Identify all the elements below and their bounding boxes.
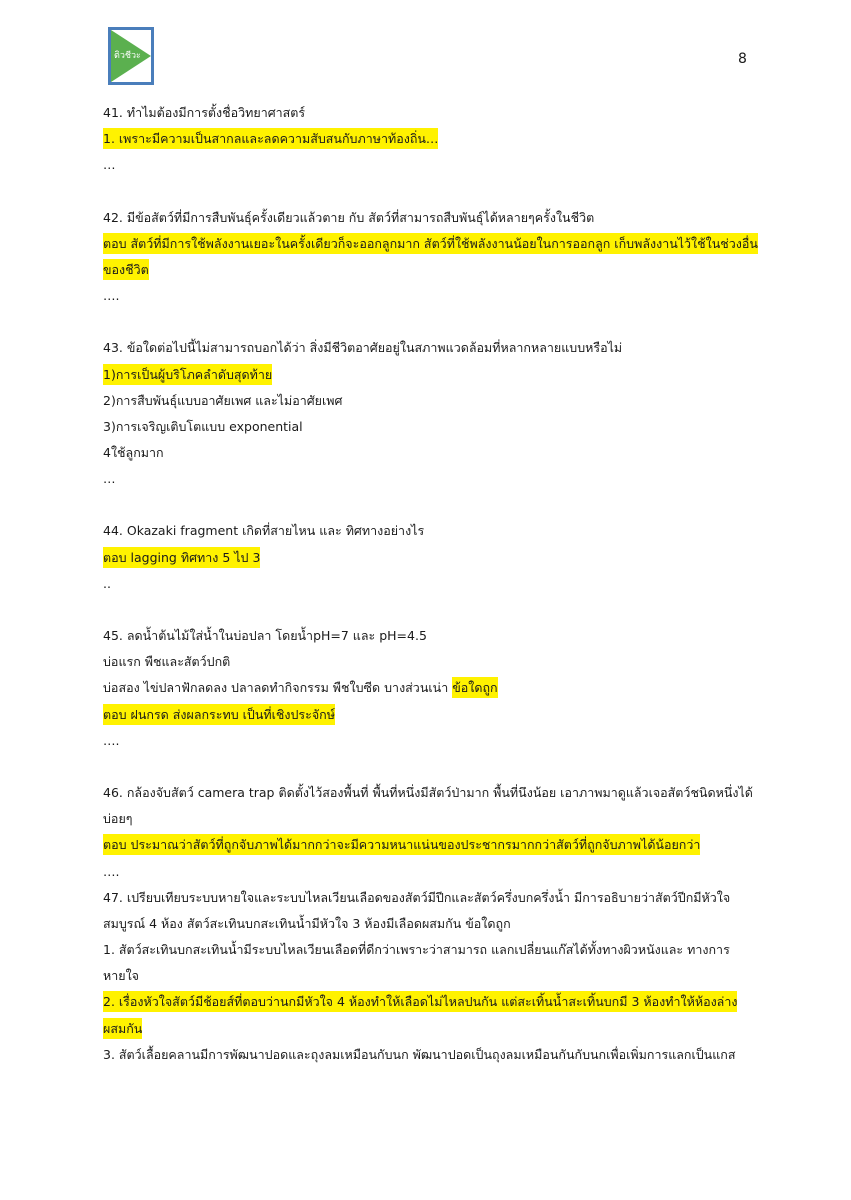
q43-answer: 1)การเป็นผู้บริโภคลำดับสุดท้าย bbox=[103, 364, 272, 385]
q43-option4: 4ใช้ลูกมาก bbox=[103, 445, 164, 461]
q45-ellipsis: …. bbox=[103, 732, 120, 748]
q45-pond2: บ่อสอง ไข่ปลาฟักลดลง ปลาลดทำกิจกรรม พืชใบซีด บางส่วนเน่า bbox=[103, 680, 449, 696]
q47-option3: 3. สัตว์เลื้อยคลานมีการพัฒนาปอดและถุงลมเหมือนกับนก พัฒนาปอดเป็นถุงลมเหมือนกันกับนกเพื่อเพิ่มการแลกเป็นแกส bbox=[103, 1046, 736, 1062]
q42-ellipsis: …. bbox=[103, 288, 120, 304]
q43-option3: 3)การเจริญเติบโตแบบ exponential bbox=[103, 418, 303, 434]
q47-answer-line2: ผสมกัน bbox=[103, 1018, 142, 1039]
q45-pond2-highlight: ข้อใดถูก bbox=[452, 677, 497, 698]
q41-answer: 1. เพราะมีความเป็นสากลและลดความสับสนกับภาษาท้องถิ่น… bbox=[103, 128, 438, 149]
q41-ellipsis: … bbox=[103, 157, 116, 173]
q45-pond1: บ่อแรก พืชและสัตว์ปกติ bbox=[103, 654, 231, 670]
q43-ellipsis: … bbox=[103, 471, 116, 487]
q44-answer: ตอบ lagging ทิศทาง 5 ไป 3 bbox=[103, 547, 260, 568]
q44-question: 44. Okazaki fragment เกิดที่สายไหน และ ทิศทางอย่างไร bbox=[103, 523, 425, 539]
q43-question: 43. ข้อใดต่อไปนี้ไม่สามารถบอกได้ว่า สิ่งมีชีวิตอาศัยอยู่ในสภาพแวดล้อมที่หลากหลายแบบหรือไม่ bbox=[103, 340, 623, 356]
q47-question-line1: 47. เปรียบเทียบระบบหายใจและระบบไหลเวียนเลือดของสัตว์มีปีกและสัตว์ครึ่งบกครึ่งน้ำ มีการอธิบายว่าสัตว์ปีกมีหัวใจ bbox=[103, 889, 731, 905]
q46-question-line1: 46. กล้องจับสัตว์ camera trap ติดตั้งไว้สองพื้นที่ พื้นที่หนึ่งมีสัตว์ป่ามาก พื้นที่นึงน้อย เอาภาพมาดูแล้วเจอสัตว์ชนิดหนึ่งได้ bbox=[103, 784, 753, 800]
q42-answer-line2: ของชีวิต bbox=[103, 259, 149, 280]
q47-question-line2: สมบูรณ์ 4 ห้อง สัตว์สะเทินบกสะเทินน้ำมีหัวใจ 3 ห้องมีเลือดผสมกัน ข้อใดถูก bbox=[103, 915, 511, 931]
logo-text: ติวชีวะ bbox=[114, 51, 141, 61]
document-body bbox=[103, 100, 758, 1068]
q45-answer: ตอบ ฝนกรด ส่งผลกระทบ เป็นที่เชิงประจักษ์ bbox=[103, 704, 335, 725]
q44-ellipsis: .. bbox=[103, 575, 111, 591]
q43-option2: 2)การสืบพันธุ์แบบอาศัยเพศ และไม่อาศัยเพศ bbox=[103, 392, 343, 408]
q42-question: 42. มีข้อสัตว์ที่มีการสืบพันธุ์ครั้งเดียวแล้วตาย กับ สัตว์ที่สามารถสืบพันธุ์ได้หลายๆครั้งในชีวิต bbox=[103, 209, 595, 225]
q47-option1-line2: หายใจ bbox=[103, 968, 140, 984]
page-number: 8 bbox=[738, 51, 747, 67]
q47-answer-line1: 2. เรื่องหัวใจสัตว์มีช้อยส์ที่ตอบว่านกมีหัวใจ 4 ห้องทำให้เลือดไม่ไหลปนกัน แต่สะเทิ้นน้ำสะเทิ้นบกมี 3 ห้องทำให้ห้องล่าง bbox=[103, 991, 737, 1012]
q42-answer-line1: ตอบ สัตว์ที่มีการใช้พลังงานเยอะในครั้งเดียวก็จะออกลูกมาก สัตว์ที่ใช้พลังงานน้อยในการออกลูก เก็บพลังงานไว้ใช้ในช่วงอื่น bbox=[103, 233, 758, 254]
q45-question: 45. ลดน้ำต้นไม้ใส่น้ำในบ่อปลา โดยน้ำpH=7 และ pH=4.5 bbox=[103, 628, 427, 643]
q46-answer: ตอบ ประมาณว่าสัตว์ที่ถูกจับภาพได้มากกว่าจะมีความหนาแน่นของประชากรมากกว่าสัตว์ที่ถูกจับภาพได้น้อยกว่า bbox=[103, 834, 700, 855]
q41-question: 41. ทำไมต้องมีการตั้งชื่อวิทยาศาสตร์ bbox=[103, 105, 306, 120]
q46-ellipsis: …. bbox=[103, 863, 120, 879]
q47-option1-line1: 1. สัตว์สะเทินบกสะเทินน้ำมีระบบไหลเวียนเลือดที่ดีกว่าเพราะว่าสามารถ แลกเปลี่ยนแก๊สได้ทั้งทางผิวหนังและ ทางการ bbox=[103, 942, 730, 958]
q41-answer-line bbox=[103, 126, 753, 152]
q45-pond2-line bbox=[103, 675, 753, 701]
logo bbox=[108, 27, 154, 85]
q46-question-line2: บ่อยๆ bbox=[103, 811, 133, 827]
